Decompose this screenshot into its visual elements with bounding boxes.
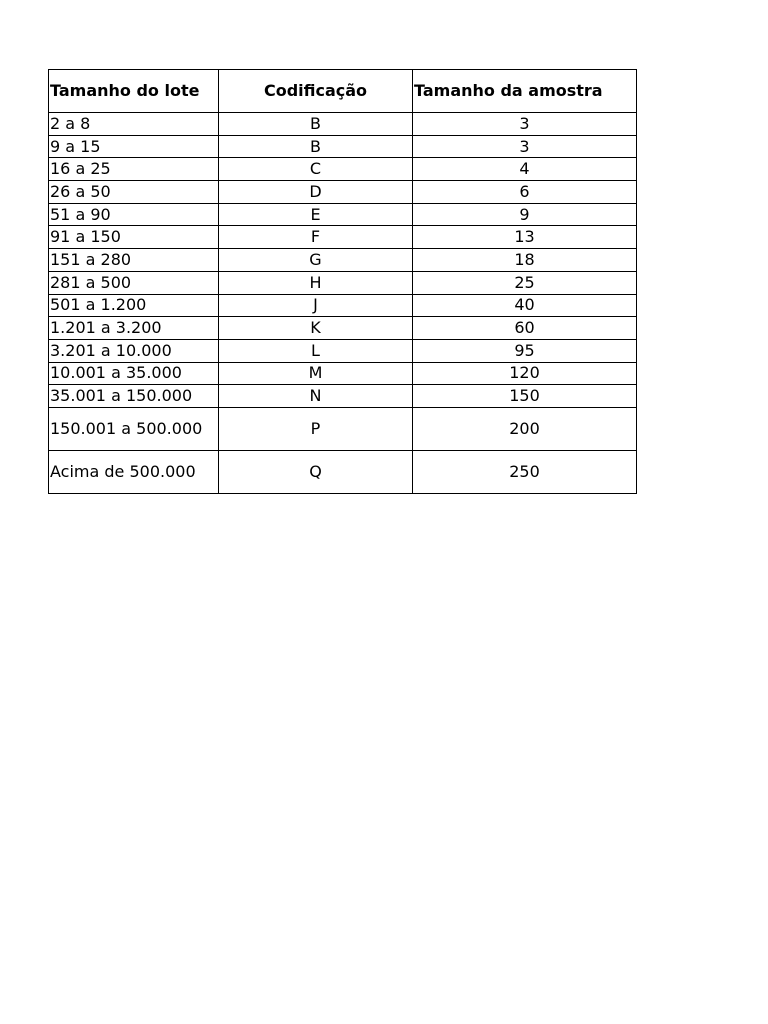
table-row <box>49 407 637 450</box>
cell-lote: 16 a 25 <box>49 158 219 181</box>
cell-amostra: 250 <box>413 450 637 493</box>
table-header-row <box>49 70 637 113</box>
cell-codificacao: L <box>219 339 413 362</box>
cell-codificacao: H <box>219 271 413 294</box>
table-row <box>49 317 637 340</box>
cell-codificacao: N <box>219 385 413 408</box>
cell-codificacao: G <box>219 249 413 272</box>
cell-amostra: 9 <box>413 203 637 226</box>
cell-lote: Acima de 500.000 <box>49 450 219 493</box>
cell-codificacao: M <box>219 362 413 385</box>
table-row <box>49 203 637 226</box>
cell-lote: 2 a 8 <box>49 113 219 136</box>
header-tamanho-da-amostra: Tamanho da amostra <box>413 70 637 113</box>
cell-codificacao: K <box>219 317 413 340</box>
cell-amostra: 60 <box>413 317 637 340</box>
header-codificacao: Codificação <box>219 70 413 113</box>
cell-amostra: 95 <box>413 339 637 362</box>
cell-lote: 3.201 a 10.000 <box>49 339 219 362</box>
cell-amostra: 25 <box>413 271 637 294</box>
cell-amostra: 4 <box>413 158 637 181</box>
cell-amostra: 200 <box>413 407 637 450</box>
sample-size-table <box>48 69 637 494</box>
cell-amostra: 18 <box>413 249 637 272</box>
cell-codificacao: B <box>219 135 413 158</box>
cell-amostra: 6 <box>413 181 637 204</box>
cell-codificacao: F <box>219 226 413 249</box>
cell-lote: 9 a 15 <box>49 135 219 158</box>
cell-codificacao: D <box>219 181 413 204</box>
table-row <box>49 450 637 493</box>
cell-codificacao: C <box>219 158 413 181</box>
table-row <box>49 294 637 317</box>
cell-lote: 501 a 1.200 <box>49 294 219 317</box>
cell-lote: 35.001 a 150.000 <box>49 385 219 408</box>
table-row <box>49 113 637 136</box>
table-row <box>49 226 637 249</box>
table-row <box>49 339 637 362</box>
cell-lote: 10.001 a 35.000 <box>49 362 219 385</box>
table-row <box>49 135 637 158</box>
cell-codificacao: J <box>219 294 413 317</box>
cell-lote: 1.201 a 3.200 <box>49 317 219 340</box>
cell-lote: 91 a 150 <box>49 226 219 249</box>
cell-lote: 150.001 a 500.000 <box>49 407 219 450</box>
cell-amostra: 3 <box>413 113 637 136</box>
cell-amostra: 3 <box>413 135 637 158</box>
cell-codificacao: E <box>219 203 413 226</box>
cell-lote: 281 a 500 <box>49 271 219 294</box>
cell-lote: 151 a 280 <box>49 249 219 272</box>
table-row <box>49 271 637 294</box>
table-row <box>49 385 637 408</box>
cell-amostra: 150 <box>413 385 637 408</box>
cell-codificacao: B <box>219 113 413 136</box>
table-row <box>49 158 637 181</box>
cell-lote: 26 a 50 <box>49 181 219 204</box>
cell-lote: 51 a 90 <box>49 203 219 226</box>
header-tamanho-do-lote: Tamanho do lote <box>49 70 219 113</box>
table-row <box>49 362 637 385</box>
cell-amostra: 40 <box>413 294 637 317</box>
cell-codificacao: Q <box>219 450 413 493</box>
cell-codificacao: P <box>219 407 413 450</box>
table-row <box>49 249 637 272</box>
table-row <box>49 181 637 204</box>
cell-amostra: 120 <box>413 362 637 385</box>
cell-amostra: 13 <box>413 226 637 249</box>
